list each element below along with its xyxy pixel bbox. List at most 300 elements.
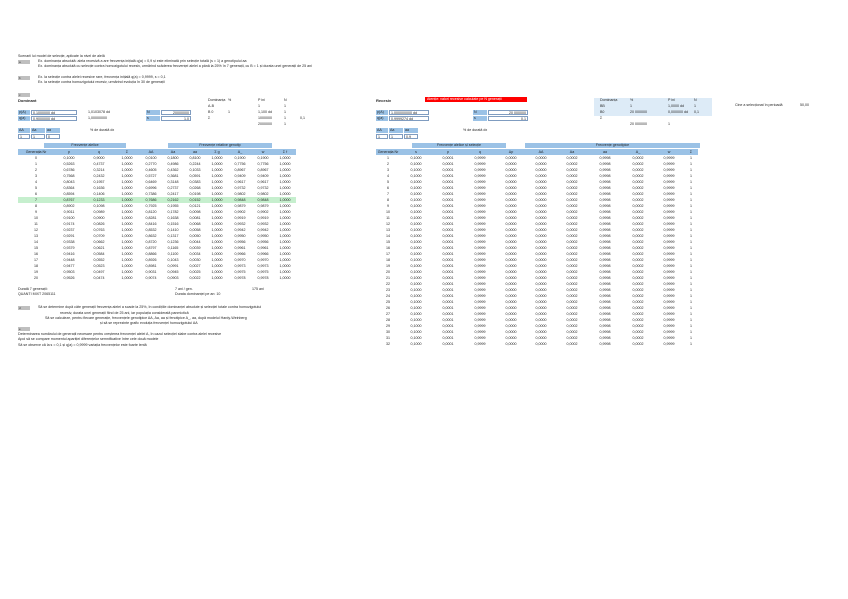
table-cell: 0,9998 — [599, 270, 611, 274]
recessive-title: Recesiv — [376, 98, 392, 103]
recessive-fitness-het[interactable]: 1 — [389, 134, 403, 139]
dominant-p-input[interactable]: 0,1000000 dd — [31, 110, 77, 115]
table-cell: 0,9999 — [663, 312, 675, 316]
dominant-fitness-aa-lower[interactable]: 0 — [46, 134, 60, 139]
table-cell: 1,0000 — [211, 192, 223, 196]
table-cell: 0,1000 — [410, 318, 422, 322]
table-cell: 0,9998 — [599, 204, 611, 208]
table-cell: 1 — [690, 180, 692, 184]
table-cell: 0,0002 — [566, 240, 578, 244]
table-cell: 1 — [690, 234, 692, 238]
parameter-cell: 0,1 — [694, 110, 699, 114]
generation-number: 16 — [386, 246, 390, 250]
generation-number: 15 — [386, 240, 390, 244]
table-cell: 0,1000 — [63, 156, 75, 160]
table-cell: 0,0000 — [535, 156, 547, 160]
table-cell: 1,0000 — [211, 210, 223, 214]
generation-number: 31 — [386, 336, 390, 340]
table-cell: 0,0034 — [189, 252, 201, 256]
table-cell: 0,0000 — [505, 318, 517, 322]
table-cell: 1,0000 — [279, 240, 291, 244]
table-cell: 0,0098 — [189, 210, 201, 214]
table-cell: 1 — [690, 300, 692, 304]
table-cell: 0,0025 — [189, 270, 201, 274]
table-cell: 0,0001 — [442, 324, 454, 328]
table-cell: 1,0000 — [279, 216, 291, 220]
table-cell: 0,0001 — [442, 204, 454, 208]
table-cell: 1,0000 — [279, 264, 291, 268]
table-cell: 0,9802 — [234, 192, 246, 196]
table-cell: 0,9998 — [599, 198, 611, 202]
table-cell: 0,1000 — [410, 168, 422, 172]
intro-a-line-2: Ex. dominanța absolută cu selecție contra homozigotului recesiv, urmărind scăderea frecvenței alelei a până la 25% în 7 generații, cu B = 1 și durata unei generații de 25 ani — [38, 64, 312, 68]
table-cell: 0,8416 — [145, 222, 157, 226]
table-cell: 0,9998 — [599, 300, 611, 304]
table-cell: 0,0001 — [442, 300, 454, 304]
generation-number: 6 — [35, 192, 37, 196]
generation-number: 21 — [386, 276, 390, 280]
table-cell: 0,0002 — [566, 174, 578, 178]
table-cell: 0,0001 — [442, 306, 454, 310]
table-cell: 0,3681 — [167, 174, 179, 178]
generation-number: 12 — [386, 222, 390, 226]
table-cell: 0,9526 — [63, 276, 75, 280]
table-cell: 0,1000 — [410, 342, 422, 346]
recessive-n-label: N — [473, 110, 487, 115]
table-cell: 1 — [690, 294, 692, 298]
generation-number: 20 — [386, 270, 390, 274]
table-cell: 0,9999 — [663, 204, 675, 208]
recessive-genotype-het-label: Aa — [389, 128, 403, 133]
table-cell: 0,9999 — [663, 186, 675, 190]
table-cell: 0,0001 — [442, 258, 454, 262]
table-cell: 0,1000 — [410, 288, 422, 292]
generation-number: 10 — [386, 210, 390, 214]
table-cell: 0,0000 — [505, 306, 517, 310]
table-cell: 1,0000 — [279, 180, 291, 184]
table-cell: 0,8364 — [63, 186, 75, 190]
table-cell: 1,0000 — [121, 210, 133, 214]
table-cell: 1 — [690, 216, 692, 220]
table-cell: 1,0000 — [211, 168, 223, 172]
table-cell: 1,0000 — [279, 186, 291, 190]
parameter-cell: 1 — [228, 110, 230, 114]
generation-number: 5 — [387, 180, 389, 184]
table-cell: 0,0030 — [189, 258, 201, 262]
table-cell: 0,9031 — [145, 270, 157, 274]
table-cell: 0,0002 — [632, 300, 644, 304]
table-cell: 0,1000 — [410, 270, 422, 274]
table-cell: 0,9966 — [234, 252, 246, 256]
dominant-fitness-het[interactable]: 1 — [31, 134, 45, 139]
table-cell: 0,9999 — [663, 222, 675, 226]
table-cell: 0,0621 — [93, 246, 105, 250]
table-cell: 0,9999 — [663, 174, 675, 178]
table-cell: 1,0000 — [121, 246, 133, 250]
generation-number: 28 — [386, 318, 390, 322]
table-cell: 0,0002 — [566, 186, 578, 190]
table-cell: 0,1000 — [410, 204, 422, 208]
table-cell: 0,8967 — [257, 168, 269, 172]
table-cell: 0,9919 — [234, 216, 246, 220]
table-cell: 0,0002 — [566, 270, 578, 274]
dominant-genotype-aa-lower-label: aa — [46, 128, 60, 133]
table-cell: 0,1043 — [167, 258, 179, 262]
recessive-parameters — [0, 98, 720, 126]
table-cell: 0,0002 — [632, 246, 644, 250]
recessive-fitness-aa-lower[interactable]: 0,9 — [404, 134, 418, 139]
recessive-fitness-aa-upper[interactable]: 1 — [376, 134, 388, 139]
dominant-fitness-aa-upper[interactable]: 1 — [18, 134, 30, 139]
table-cell: 0,0000 — [535, 180, 547, 184]
table-cell: 0,9999 — [474, 306, 486, 310]
dominant-title: Dominant — [18, 98, 37, 103]
table-cell: 0,6786 — [63, 168, 75, 172]
table-cell: 0,9999 — [663, 156, 675, 160]
table-cell: 0,9973 — [234, 264, 246, 268]
table-cell: 0,9998 — [599, 174, 611, 178]
table-cell: 0,9999 — [474, 156, 486, 160]
table-cell: 0,0000 — [505, 288, 517, 292]
table-cell: 0,9999 — [663, 180, 675, 184]
table-cell: 0,0002 — [566, 216, 578, 220]
table-cell: 0,9998 — [599, 234, 611, 238]
table-cell: 0,9998 — [599, 306, 611, 310]
column-header: w — [261, 150, 265, 154]
table-cell: 0,9999 — [474, 288, 486, 292]
table-cell: 0,9956 — [257, 240, 269, 244]
table-cell: 0,0000 — [535, 282, 547, 286]
table-cell: 0,0001 — [442, 174, 454, 178]
table-cell: 0,9999 — [474, 240, 486, 244]
dominant-n-input[interactable]: 20000000 — [161, 110, 191, 115]
parameter-cell: B0 — [600, 110, 605, 114]
generation-number: 32 — [386, 342, 390, 346]
generation-number: 10 — [34, 216, 38, 220]
table-cell: 0,0002 — [566, 192, 578, 196]
table-cell: 1 — [690, 252, 692, 256]
table-cell: 0,9448 — [63, 258, 75, 262]
section-label-b: b — [18, 76, 30, 81]
table-cell: 0,9848 — [257, 198, 269, 202]
table-cell: 0,0068 — [189, 222, 201, 226]
footer-d-line-4: și să se reprezinte grafic evoluția frecvenței homozigotului AA — [100, 321, 198, 325]
table-cell: 0,0991 — [167, 264, 179, 268]
footer-d-line-2: recesiv, durata unei generații fiind de 25 ani, iar populația considerată panmictică — [60, 310, 189, 315]
generation-number: 16 — [34, 252, 38, 256]
table-cell: 0,9999 — [474, 180, 486, 184]
table-cell: 0,9942 — [234, 228, 246, 232]
table-cell: 0,9617 — [257, 180, 269, 184]
table-cell: 0,9174 — [63, 222, 75, 226]
table-cell: 0,9617 — [234, 180, 246, 184]
parameter-header: P ini — [258, 98, 265, 102]
table-cell: 0,0002 — [632, 174, 644, 178]
table-cell: 0,0001 — [442, 216, 454, 220]
column-header: p — [68, 150, 70, 154]
generation-number: 23 — [386, 288, 390, 292]
table-cell: 0,1236 — [167, 240, 179, 244]
table-cell: 0,1000 — [410, 162, 422, 166]
table-cell: 0,9956 — [234, 240, 246, 244]
table-cell: 0,9998 — [599, 312, 611, 316]
table-cell: 0,9998 — [599, 288, 611, 292]
table-cell: 1,0000 — [279, 198, 291, 202]
table-cell: 0,4986 — [167, 162, 179, 166]
table-cell: 0,1900 — [234, 156, 246, 160]
table-cell: 0,9237 — [63, 228, 75, 232]
dominant-q-note: 1,00000000 — [88, 116, 107, 120]
table-cell: 0,0001 — [442, 198, 454, 202]
table-cell: 0,0100 — [145, 156, 157, 160]
table-cell: 1,0000 — [121, 162, 133, 166]
table-cell: 0,9999 — [474, 198, 486, 202]
table-cell: 1 — [690, 192, 692, 196]
dominant-genotype-group-header: Frecvențe relative genotip — [168, 143, 272, 148]
table-cell: 0,0000 — [505, 180, 517, 184]
table-cell: 0,3148 — [167, 180, 179, 184]
table-cell: 0,1000 — [410, 312, 422, 316]
table-cell: 1,0000 — [279, 246, 291, 250]
table-cell: 0,0000 — [535, 276, 547, 280]
dominant-s-input[interactable]: 1,0 — [161, 116, 191, 121]
table-cell: 1,0000 — [121, 174, 133, 178]
dominant-generations-table — [18, 149, 296, 281]
table-cell: 0,0002 — [566, 246, 578, 250]
table-cell: 0,0002 — [566, 300, 578, 304]
table-cell: 0,9999 — [663, 300, 675, 304]
table-cell: 0,0662 — [93, 240, 105, 244]
dominant-genotype-het-label: Aa — [31, 128, 45, 133]
table-cell: 0,8797 — [145, 246, 157, 250]
table-cell: 0,1000 — [410, 306, 422, 310]
table-cell: 0,0002 — [566, 156, 578, 160]
table-cell: 0,9998 — [599, 264, 611, 268]
table-cell: 0,9999 — [474, 324, 486, 328]
table-cell: 0,0000 — [505, 258, 517, 262]
column-header: aa — [193, 150, 197, 154]
table-cell: 0,6469 — [145, 180, 157, 184]
table-cell: 0,0152 — [189, 198, 201, 202]
table-cell: 0,9999 — [474, 210, 486, 214]
table-cell: 0,0002 — [632, 306, 644, 310]
table-cell: 0,0027 — [189, 264, 201, 268]
recessive-n-input[interactable]: 20 000000 — [488, 110, 528, 115]
table-cell: 0,0000 — [535, 312, 547, 316]
table-cell: 0,1957 — [93, 180, 105, 184]
parameter-cell: 1 — [284, 104, 286, 108]
intro-b-line-2: Ex. la selecție contra homozigotului recesiv, urmărind evoluția în 30 de generații — [38, 80, 165, 84]
table-cell: 1,0000 — [121, 234, 133, 238]
table-cell: 1 — [690, 282, 692, 286]
table-cell: 0,1098 — [93, 204, 105, 208]
generation-number: 5 — [35, 186, 37, 190]
table-cell: 0,9998 — [599, 246, 611, 250]
table-cell: 1 — [690, 240, 692, 244]
table-cell: 0,0002 — [632, 258, 644, 262]
table-cell: 0,0000 — [505, 234, 517, 238]
parameter-cell: 0,1 — [300, 116, 305, 120]
table-cell: 0,9999 — [663, 246, 675, 250]
table-cell: 1,0000 — [279, 162, 291, 166]
table-cell: 0,0945 — [167, 270, 179, 274]
parameter-cell: 1000000 — [258, 116, 272, 120]
recessive-s-input[interactable]: 0,1 — [488, 116, 528, 121]
table-cell: 0,0000 — [505, 228, 517, 232]
table-cell: 0,0001 — [442, 222, 454, 226]
generation-number: 20 — [34, 276, 38, 280]
table-cell: 0,0001 — [442, 162, 454, 166]
table-cell: 0,0058 — [189, 228, 201, 232]
table-cell: 0,0000 — [535, 174, 547, 178]
section-label-c: c — [18, 93, 30, 98]
table-cell: 0,1000 — [410, 186, 422, 190]
table-cell: 0,9338 — [63, 240, 75, 244]
table-cell: 0,2244 — [189, 162, 201, 166]
table-cell: 0,1000 — [410, 228, 422, 232]
table-cell: 0,6996 — [145, 186, 157, 190]
table-cell: 0,0001 — [442, 228, 454, 232]
table-cell: 0,0002 — [566, 330, 578, 334]
table-cell: 0,9932 — [257, 222, 269, 226]
table-cell: 1,0000 — [279, 204, 291, 208]
parameter-cell: Σ — [600, 116, 603, 120]
parameter-header: % — [630, 98, 634, 102]
table-cell: 0,0002 — [632, 330, 644, 334]
generation-number: 11 — [386, 216, 390, 220]
parameter-cell: 1 — [668, 122, 670, 126]
column-header: AA — [148, 150, 154, 154]
table-cell: 1,0000 — [211, 264, 223, 268]
table-cell: 0,9879 — [234, 204, 246, 208]
table-row — [18, 275, 296, 281]
generation-number: 13 — [34, 234, 38, 238]
dominant-p-label: p(A) — [18, 110, 30, 115]
table-cell: 0,9998 — [599, 216, 611, 220]
column-header: Generația Nr — [25, 150, 47, 154]
parameter-cell: Σ — [208, 116, 211, 120]
table-cell: 0,0002 — [566, 276, 578, 280]
table-cell: 0,0001 — [442, 282, 454, 286]
table-cell: 1,0000 — [121, 252, 133, 256]
table-cell: 0,0001 — [442, 186, 454, 190]
table-cell: 0,0000 — [535, 216, 547, 220]
generation-number: 22 — [386, 282, 390, 286]
table-cell: 0,9999 — [474, 228, 486, 232]
table-cell: 0,9998 — [599, 156, 611, 160]
table-cell: 0,9999 — [663, 264, 675, 268]
table-cell: 0,9970 — [234, 258, 246, 262]
generation-number: 8 — [35, 204, 37, 208]
table-cell: 0,7686 — [145, 198, 157, 202]
table-cell: 0,0000 — [535, 186, 547, 190]
table-cell: 1 — [690, 318, 692, 322]
table-cell: 0,1782 — [167, 210, 179, 214]
recessive-genotype-group-header: Frecvențe genotipice — [525, 143, 700, 148]
table-cell: 0,4362 — [167, 168, 179, 172]
table-cell: 0,0000 — [535, 240, 547, 244]
table-cell: 0,0002 — [632, 162, 644, 166]
table-cell: 0,1000 — [410, 258, 422, 262]
table-cell: 0,0000 — [535, 318, 547, 322]
table-cell: 0,9011 — [63, 210, 75, 214]
table-cell: 0,0002 — [632, 210, 644, 214]
table-cell: 0,9961 — [257, 246, 269, 250]
table-cell: 1 — [690, 162, 692, 166]
table-cell: 0,9999 — [474, 204, 486, 208]
table-cell: 0,8281 — [145, 216, 157, 220]
table-cell: 0,5727 — [145, 174, 157, 178]
generation-number: 9 — [387, 204, 389, 208]
table-cell: 1,0000 — [279, 258, 291, 262]
table-cell: 0,0001 — [442, 276, 454, 280]
table-cell: 0,0591 — [189, 174, 201, 178]
table-cell: 0,0002 — [632, 270, 644, 274]
column-header: Σ — [125, 150, 129, 154]
footer-d-line-1: Să se determine după câte generații frecvența alelei a scade la 25%, în condițiile dominanței absolute și selecției totale contra homozigotului — [38, 305, 262, 309]
table-cell: 0,0903 — [167, 276, 179, 280]
parameter-header: P ini — [668, 98, 675, 102]
table-cell: 0,0000 — [505, 216, 517, 220]
table-cell: 0,1000 — [410, 222, 422, 226]
table-cell: 0,0002 — [566, 324, 578, 328]
table-cell: 0,1000 — [410, 252, 422, 256]
table-cell: 0,9848 — [234, 198, 246, 202]
table-cell: 0,9999 — [474, 162, 486, 166]
dominant-q-input[interactable]: 0,9000000 dd — [31, 116, 77, 121]
footer-generation-years: 7 ani / gen. — [175, 287, 193, 291]
table-cell: 0,0002 — [632, 294, 644, 298]
table-cell: 1,0000 — [279, 156, 291, 160]
table-cell: 0,0002 — [566, 222, 578, 226]
table-cell: 0,1233 — [93, 198, 105, 202]
recessive-p-input[interactable]: 1,000000000 dd — [389, 110, 429, 115]
table-cell: 0,0552 — [93, 258, 105, 262]
recessive-q-input[interactable]: 0,9999274 dd — [389, 116, 429, 121]
table-cell: 0,0002 — [566, 228, 578, 232]
table-cell: 0,0002 — [566, 204, 578, 208]
table-cell: 0,0000 — [505, 168, 517, 172]
table-cell: 0,9998 — [599, 186, 611, 190]
table-cell: 0,1516 — [167, 222, 179, 226]
footer-mix-note: Durata dominanței pe an: 10 — [175, 292, 221, 296]
table-cell: 0,0002 — [632, 168, 644, 172]
generation-number: 14 — [34, 240, 38, 244]
table-cell: 0,0000 — [535, 258, 547, 262]
table-cell: 0,9732 — [234, 186, 246, 190]
table-cell: 1,0000 — [211, 204, 223, 208]
parameter-header: N — [694, 98, 697, 102]
generation-number: 0 — [35, 156, 37, 160]
footer-e-line-1: Determinarea numărului de generații necesare pentru creșterea frecvenței alelei A, în cazul selecției slabe contra alelei recesive — [18, 331, 222, 336]
table-cell: 0,7568 — [63, 174, 75, 178]
table-cell: 1,0000 — [211, 276, 223, 280]
table-cell: 1 — [690, 168, 692, 172]
table-cell: 0,0989 — [93, 210, 105, 214]
column-header: q — [98, 150, 100, 154]
table-cell: 0,0900 — [93, 216, 105, 220]
table-cell: 1,0000 — [121, 270, 133, 274]
table-cell: 1 — [690, 228, 692, 232]
table-cell: 0,1317 — [167, 234, 179, 238]
table-cell: 0,8720 — [145, 240, 157, 244]
generation-number: 11 — [34, 222, 38, 226]
table-row — [376, 341, 698, 347]
table-cell: 1,0000 — [121, 192, 133, 196]
table-cell: 0,9732 — [257, 186, 269, 190]
table-cell: 0,2417 — [167, 192, 179, 196]
table-cell: 0,8043 — [63, 180, 75, 184]
